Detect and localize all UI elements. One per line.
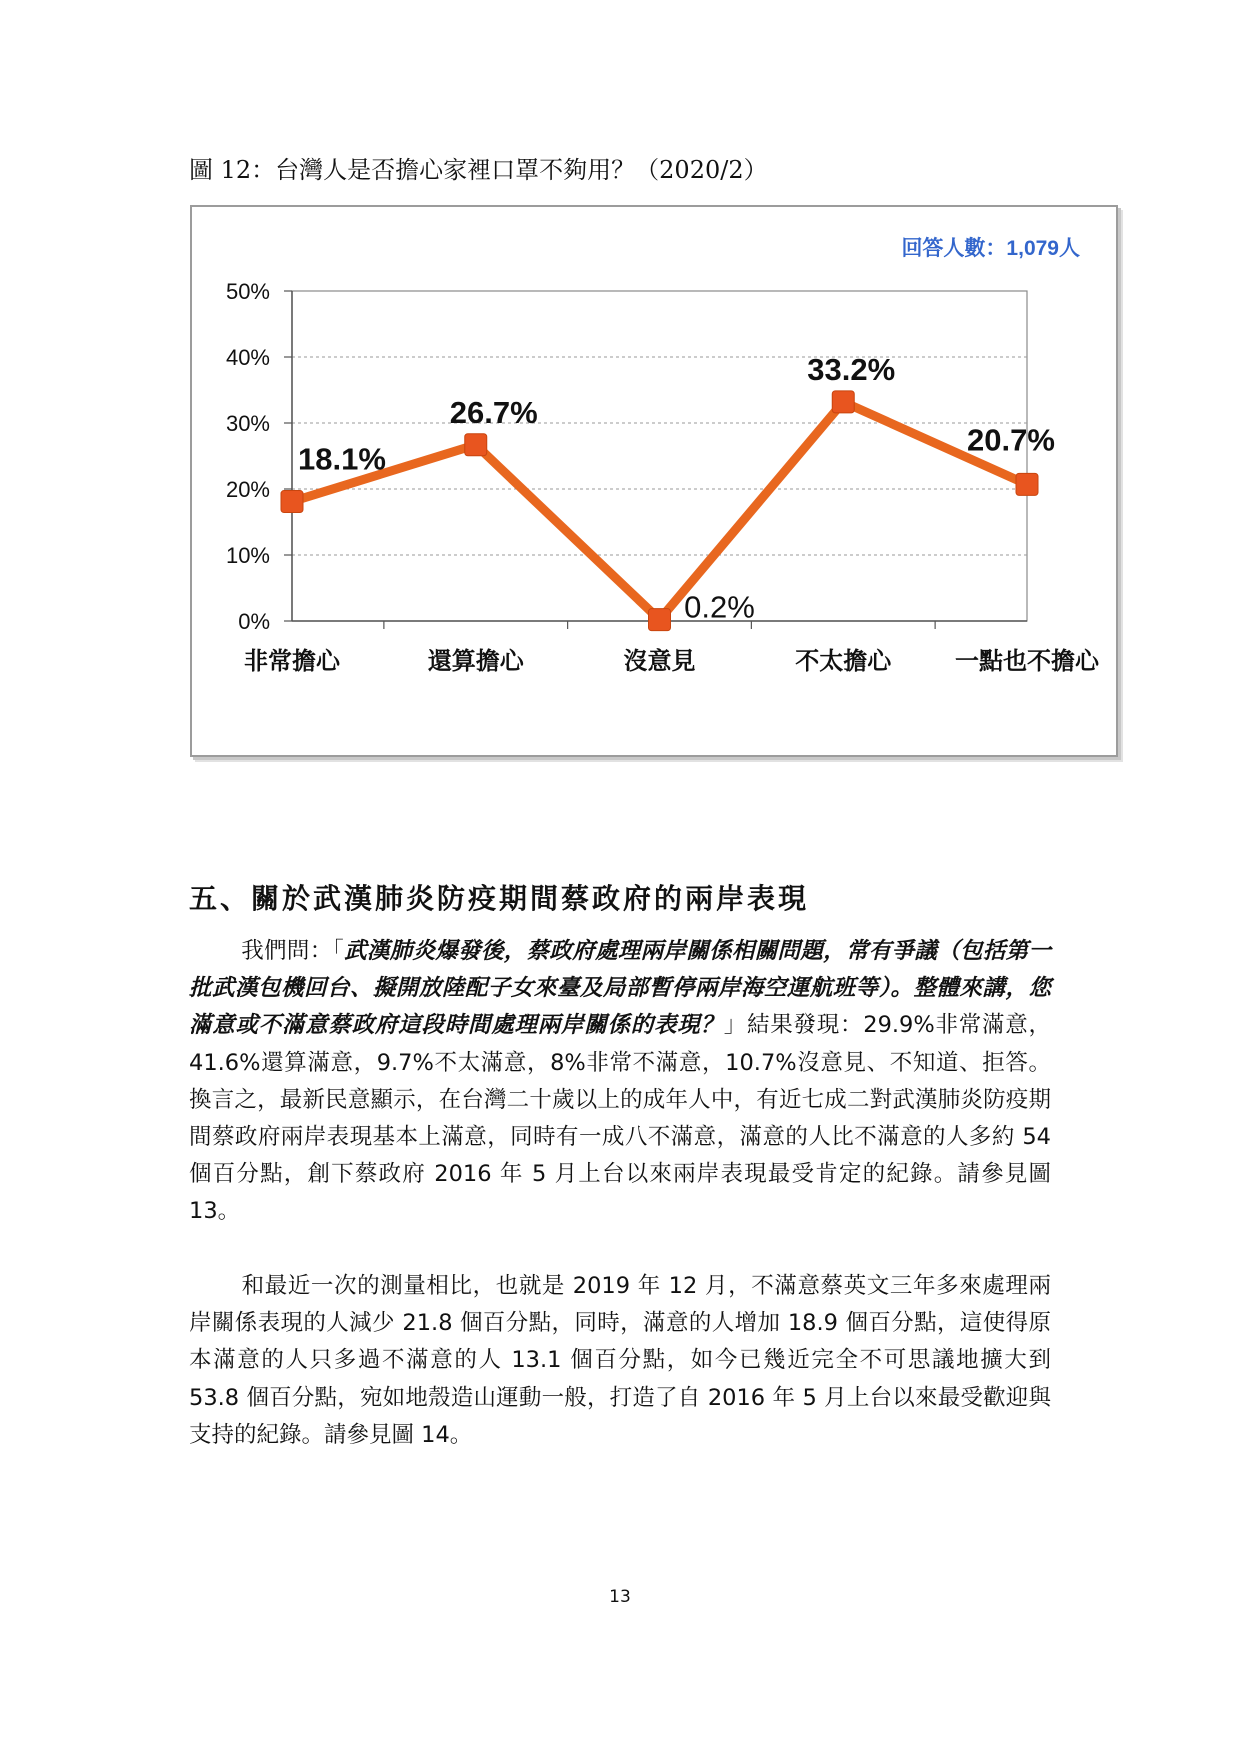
paragraph-1-results: 」結果發現：29.9%非常滿意，41.6%還算滿意，9.7%不太滿意，8%非常不滿意，10.7%沒意見、不知道、拒答。換言之，最新民意顯示，在台灣二十歲以上的成年人中，有近七成二對武漢肺炎防疫期間蔡政府兩岸表現基本上滿意，同時有一成八不滿意，滿意的人比不滿意的人多約 54 個百分點，創下蔡政府 2016 年 5 月上台以來兩岸表現最受肯定的紀錄。請參見圖 13。 — [189, 1012, 1051, 1225]
x-category-label: 沒意見 — [623, 647, 696, 675]
x-category-label: 還算擔心 — [427, 647, 524, 675]
chart-frame — [190, 205, 1118, 757]
x-category-label: 一點也不擔心 — [955, 647, 1099, 675]
x-category-label: 非常擔心 — [244, 647, 340, 675]
paragraph-1-intro: 我們問：「 — [241, 938, 345, 964]
y-tick-label: 20% — [225, 477, 270, 502]
series-line — [292, 402, 1027, 620]
data-label: 33.2% — [807, 351, 896, 387]
page-number: 13 — [609, 1587, 631, 1607]
figure-caption: 圖 12：台灣人是否擔心家裡口罩不夠用？（2020/2） — [189, 156, 768, 184]
survey-question: 武漢肺炎爆發後，蔡政府處理兩岸關係相關問題，常有爭議（包括第一批武漢包機回台、擬開放陸配子女來臺及局部暫停兩岸海空運航班等）。整體來講，您滿意或不滿意蔡政府這段時間處理兩岸關係的表現？ — [189, 938, 1051, 1039]
data-point-marker — [465, 434, 487, 456]
respondents-count: 回答人數：1,079人 — [901, 237, 1080, 260]
y-tick-label: 0% — [238, 609, 270, 634]
y-tick-label: 10% — [225, 543, 270, 568]
paragraph-2 — [189, 1268, 1051, 1454]
data-label: 20.7% — [967, 422, 1055, 458]
data-point-marker — [649, 609, 671, 631]
plot-area-border — [292, 291, 1027, 621]
data-label: 26.7% — [449, 394, 538, 430]
data-point-marker — [1016, 473, 1038, 495]
x-category-label: 不太擔心 — [795, 647, 892, 675]
section-heading: 五、關於武漢肺炎防疫期間蔡政府的兩岸表現 — [189, 882, 810, 915]
y-tick-label: 30% — [225, 411, 270, 436]
data-point-marker — [281, 491, 303, 513]
paragraph-2-text: 和最近一次的測量相比，也就是 2019 年 12 月，不滿意蔡英文三年多來處理兩岸關係表現的人減少 21.8 個百分點，同時，滿意的人增加 18.9 個百分點，這使得原本滿意的人只多過不滿意的人 13.1 個百分點，如今已幾近完全不可思議地擴大到 53.8 個百分點，宛如地殼造山運動一般，打造了自 2016 年 5 月上台以來最受歡迎與支持的紀錄。請參見圖 14。 — [189, 1273, 1051, 1448]
y-tick-label: 50% — [225, 279, 270, 304]
data-point-marker — [832, 391, 854, 413]
data-label: 0.2% — [684, 589, 755, 625]
line-chart — [192, 207, 1116, 755]
data-label: 18.1% — [298, 441, 386, 477]
paragraph-1 — [189, 933, 1051, 1231]
y-tick-label: 40% — [225, 345, 270, 370]
